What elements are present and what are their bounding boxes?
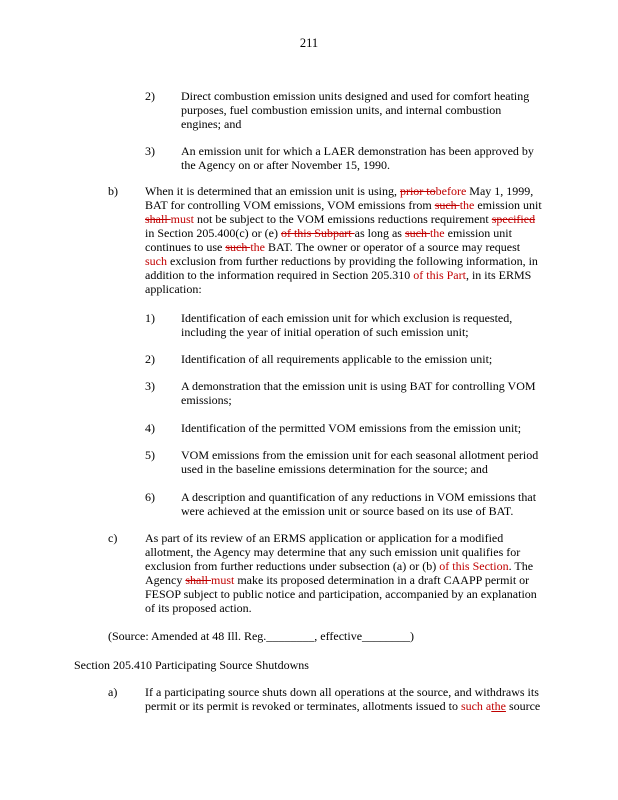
item-2-text: Direct combustion emission units designed and used for comfort heating purposes, fuel combustion emission units, and internal combustion engines; and xyxy=(181,89,530,131)
subsection-b-label: b) xyxy=(108,184,118,198)
b-item-text: VOM emissions from the emission unit for each seasonal allotment period used in the baseline emissions determination for the source; and xyxy=(181,448,539,476)
item-2-label: 2) xyxy=(145,89,155,103)
b-item-label: 2) xyxy=(145,352,155,366)
b-item-label: 3) xyxy=(145,379,155,393)
b-item-text: Identification of the permitted VOM emissions from the emission unit; xyxy=(181,421,522,435)
item-3-text: An emission unit for which a LAER demonstration has been approved by the Agency on or after November 15, 1990. xyxy=(181,144,534,172)
subsection-a-label: a) xyxy=(108,685,118,699)
b-item-text: Identification of each emission unit for which exclusion is requested, including the year of initial operation of such emission unit; xyxy=(181,311,513,339)
subsection-a-text: If a participating source shuts down all operations at the source, and withdraws its permit or its permit is revoked or terminates, allotments issued to such athe source xyxy=(145,685,541,713)
b-item-text: Identification of all requirements applicable to the emission unit; xyxy=(181,352,493,366)
subsection-b-text: When it is determined that an emission unit is using, prior tobefore May 1, 1999, BAT for controlling VOM emissions, VOM emissions from such the emission unit shall must not be subject to the VOM emissions reductions requirement specified in Section 205.400(c) or (e) of this Subpart as long as such the emission unit continues to use such the BAT. The owner or operator of a source may request such exclusion from further reductions by providing the following information, in addition to the information required in Section 205.310 of this Part, in its ERMS application: xyxy=(145,184,542,296)
b-item-label: 4) xyxy=(145,421,155,435)
b-item-text: A demonstration that the emission unit is using BAT for controlling VOM emissions; xyxy=(181,379,536,407)
b-item-label: 6) xyxy=(145,490,155,504)
section-heading: Section 205.410 Participating Source Shutdowns xyxy=(74,658,309,672)
b-item-label: 1) xyxy=(145,311,155,325)
item-3-label: 3) xyxy=(145,144,155,158)
subsection-c-label: c) xyxy=(108,531,118,545)
b-item-text: A description and quantification of any reductions in VOM emissions that were achieved at the emission unit or source based on its use of BAT. xyxy=(181,490,537,518)
b-item-label: 5) xyxy=(145,448,155,462)
page-number: 211 xyxy=(299,36,319,50)
subsection-c-text: As part of its review of an ERMS application or application for a modified allotment, the Agency may determine that any such emission unit qualifies for exclusion from further reductions under subsection (a) or (b) of this Section. The Agency shall must make its proposed determination in a draft CAAPP permit or FESOP subject to public notice and participation, accompanied by an explanation of its proposed action. xyxy=(145,531,537,615)
source-note: (Source: Amended at 48 Ill. Reg.________, effective________) xyxy=(108,629,415,643)
